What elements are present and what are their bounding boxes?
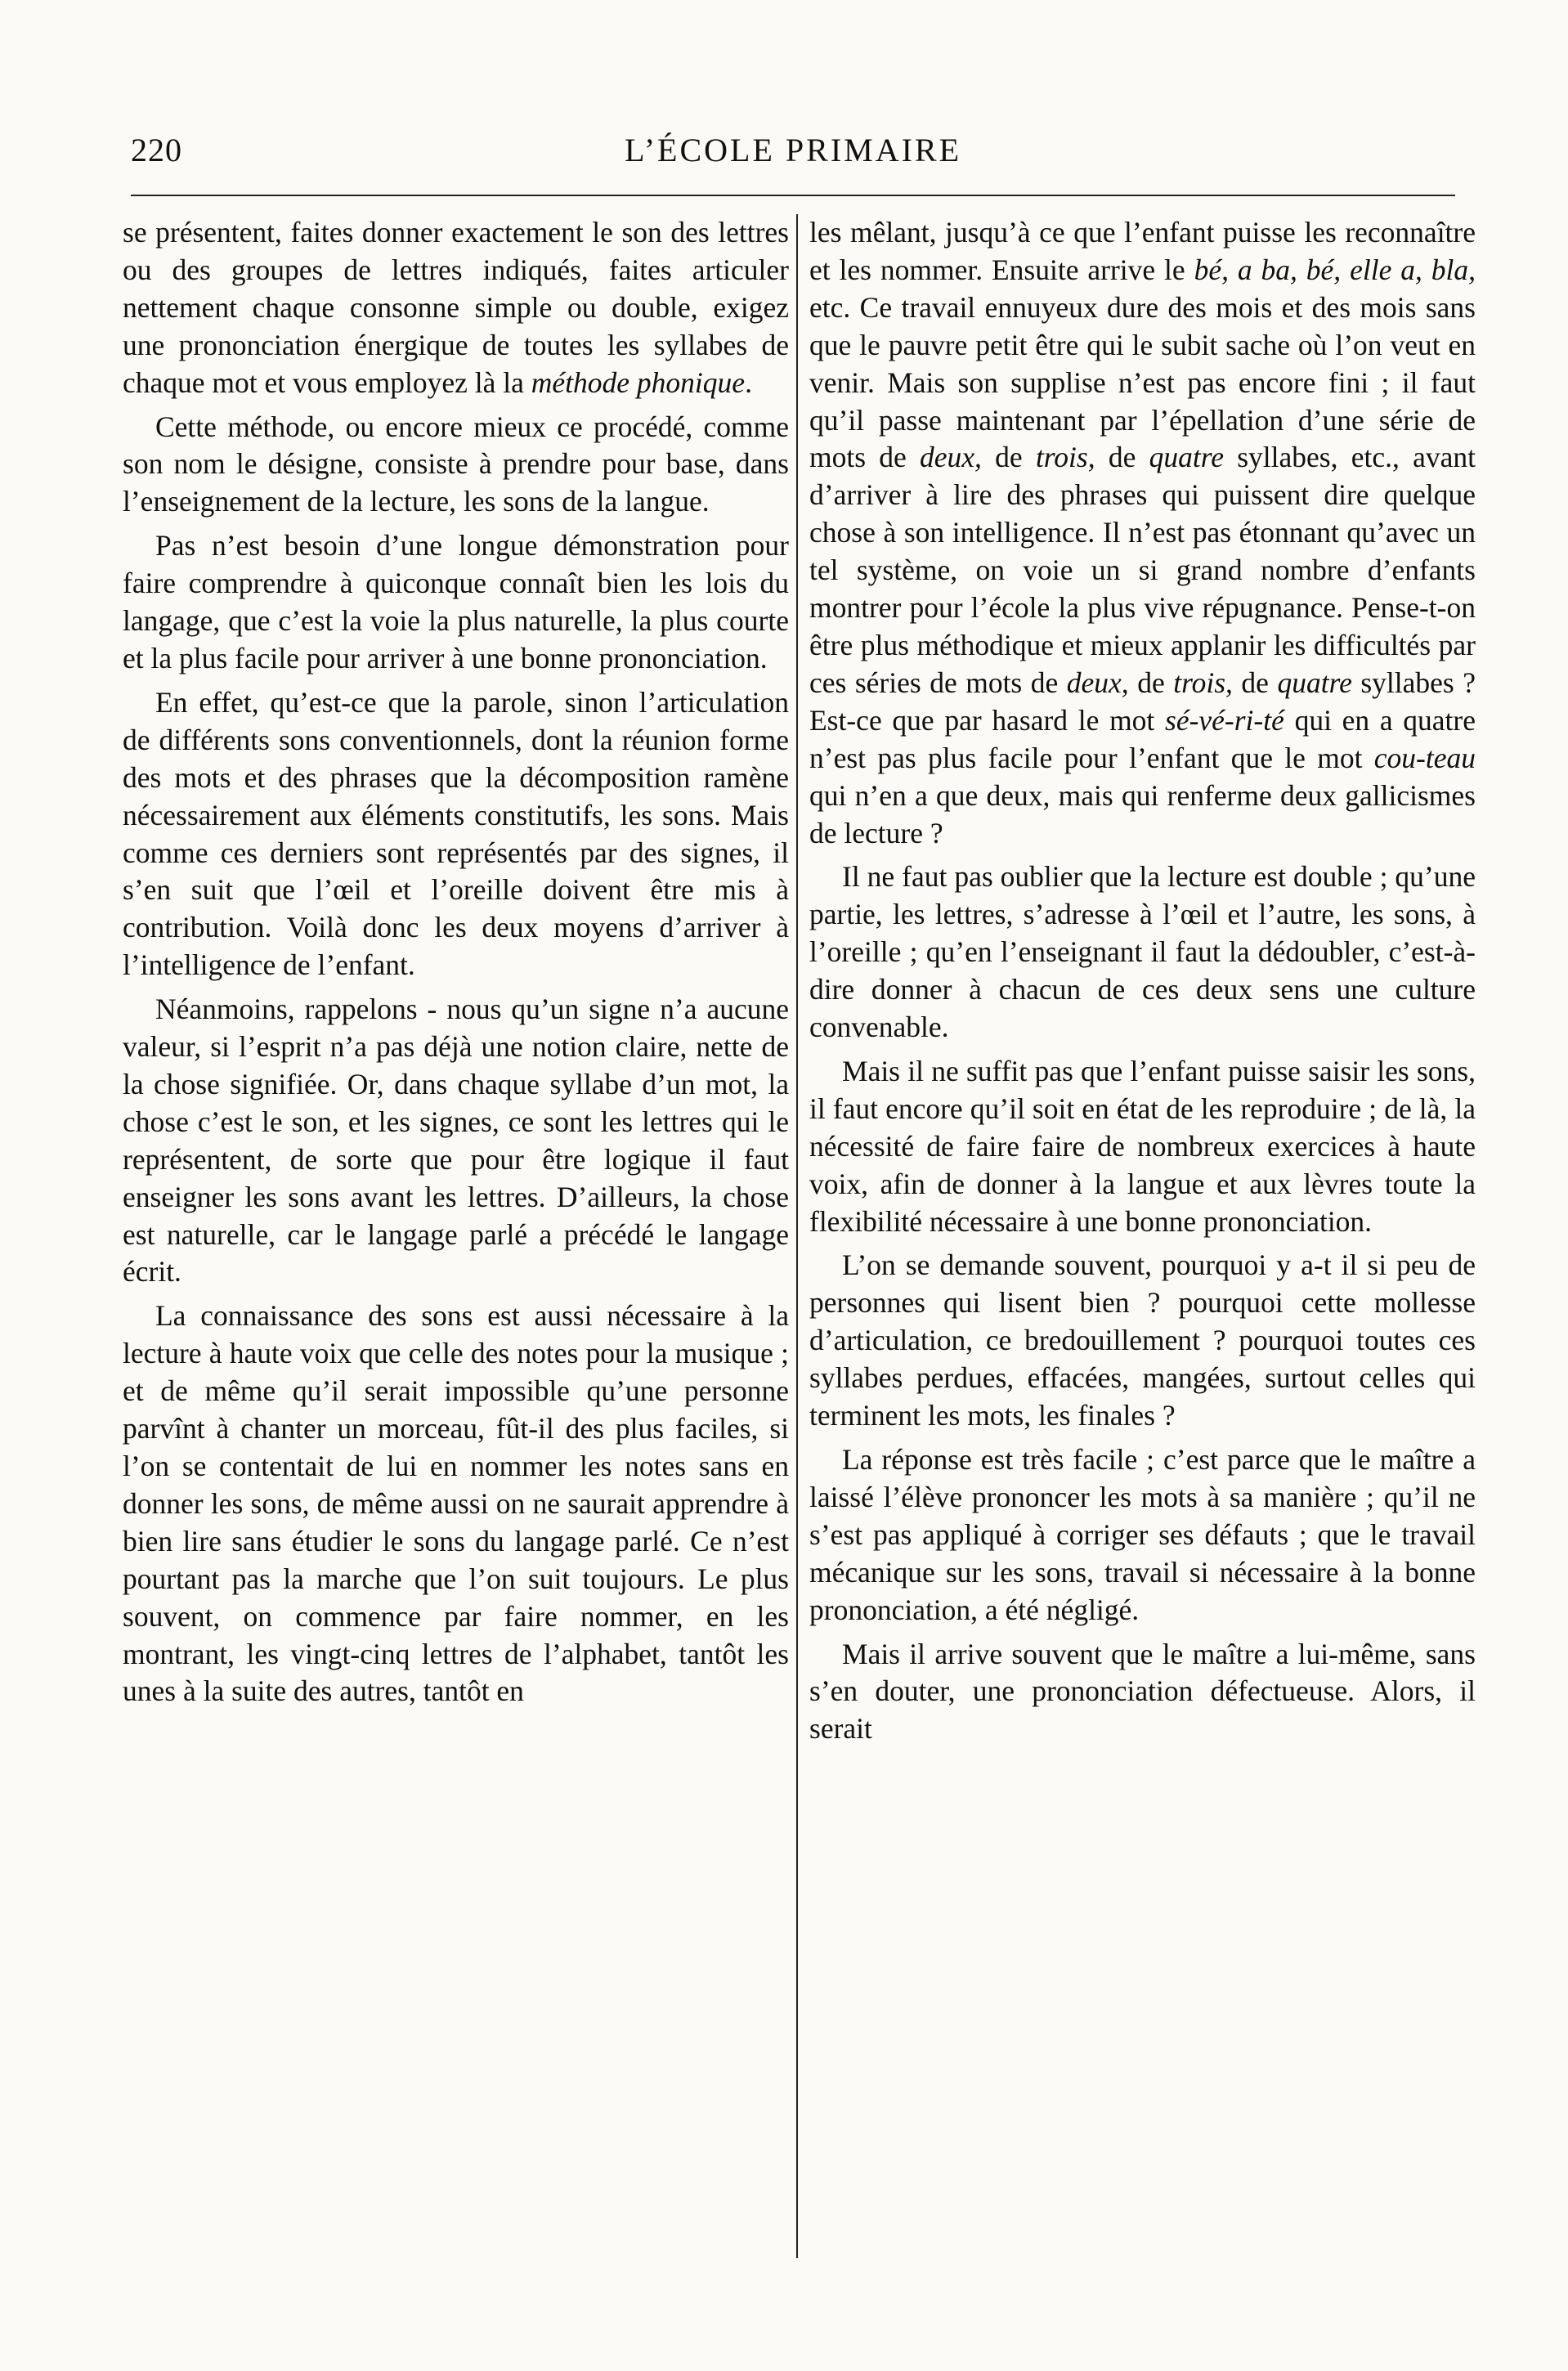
paragraph: L’on se demande souvent, pourquoi y a-t il si peu de personnes qui lisent bien ? pourquoi cette mollesse d’articulation, ce bredouillement ? pourquoi toutes ces syllabes perdues, effacées, mangées, surtout celles qui terminent les mots, les finales ? [809,1248,1476,1432]
paragraph: Mais il ne suffit pas que l’enfant puisse saisir les sons, il faut encore qu’il soit en état de les reproduire ; de là, la nécessité de faire faire de nombreux exercices à haute voix, afin de donner à la langue et aux lèvres toute la flexibilité nécessaire à une bonne prononciation. [809,1054,1476,1238]
paragraph-text: de [1095,441,1149,474]
italic-term: deux, [920,441,982,474]
italic-term: sé-vé-ri-té [1165,703,1284,737]
column-divider [796,214,798,2258]
page-number: 220 [131,132,182,168]
paragraph: La réponse est très facile ; c’est parce que le maître a laissé l’élève prononcer les mots à sa manière ; qu’il ne s’est pas appliqué à corriger ses défauts ; que le travail mécanique sur les sons, travail si nécessaire à la bonne prononciation, a été négligé. [809,1443,1476,1626]
paragraph-text: de [981,441,1036,474]
left-column [123,214,789,1717]
paragraph: Pas n’est besoin d’une longue démonstration pour faire comprendre à quiconque connaît bien les lois du langage, que c’est la voie la plus naturelle, la plus courte et la plus facile pour arriver à une bonne prononciation. [123,529,789,675]
paragraph-text: qui en a quatre n’est pas plus facile pour l’enfant que le mot [809,703,1476,774]
paragraph: Il ne faut pas oublier que la lecture est double ; qu’une partie, les lettres, s’adresse à l’œil et l’autre, les sons, à l’oreille ; qu’en l’enseignant il faut la dédoubler, c’est-à-dire donner à chacun de ces deux sens une culture convenable. [809,860,1476,1044]
italic-term: bé, a ba, bé, elle a, bla, [1194,253,1476,286]
paragraph: Cette méthode, ou encore mieux ce procédé, comme son nom le désigne, consiste à prendre pour base, dans l’enseignement de la lecture, les sons de la langue. [123,410,789,518]
paragraph-text: de [1128,666,1174,699]
header-rule [131,195,1455,196]
running-head [131,131,1455,180]
italic-term: trois, [1173,666,1233,699]
paragraph-text: syllabes, etc., avant d’arriver à lire des phrases qui puissent dire quelque chose à son intelligence. Il n’est pas étonnant qu’avec un tel système, on voie un si grand nombre d’enfants montrer pour l’école la plus vive répugnance. Pense-t-on être plus méthodique et mieux applanir les difficultés par ces séries de mots de [809,441,1476,699]
italic-term: trois, [1035,441,1095,474]
paragraph-text: syllabes ? Est-ce que par hasard le mot [809,666,1476,737]
paragraph-text: se présentent, faites donner exactement le son des lettres ou des groupes de lettres indiqués, faites articuler nettement chaque consonne simple ou double, exigez une prononciation énergique de toutes les syllabes de chaque mot et vous employez là la [123,216,789,399]
running-title: L’ÉCOLE PRIMAIRE [624,132,962,168]
italic-term: cou-teau [1373,741,1476,774]
italic-term: deux, [1066,666,1129,699]
paragraph: Mais il arrive souvent que le maître a lui-même, sans s’en douter, une prononciation défectueuse. Alors, il serait [809,1637,1476,1746]
paragraph-text: qui n’en a que deux, mais qui renferme deux gallicismes de lecture ? [809,778,1476,849]
paragraph-text: les mêlant, jusqu’à ce que l’enfant puisse les reconnaître et les nommer. Ensuite arrive le [809,216,1476,286]
italic-term: quatre [1149,441,1224,474]
italic-term: quatre [1277,666,1352,699]
paragraph: La connaissance des sons est aussi nécessaire à la lecture à haute voix que celle des notes pour la musique ; et de même qu’il serait impossible qu’une personne parvînt à chanter un morceau, fût-il des plus faciles, si l’on se contentait de lui en nommer les notes sans en donner les sons, de même aussi on ne saurait apprendre à bien lire sans étudier le sons du langage parlé. Ce n’est pourtant pas la marche que l’on suit toujours. Le plus souvent, on commence par faire nommer, en les montrant, les vingt-cinq lettres de l’alphabet, tantôt les unes à la suite des autres, tantôt en [123,1299,789,1708]
italic-term: méthode phonique [531,365,746,399]
paragraph: Néanmoins, rappelons - nous qu’un signe n’a aucune valeur, si l’esprit n’a pas déjà une notion claire, nette de la chose signifiée. Or, dans chaque syllabe d’un mot, la chose c’est le son, et les signes, ce sont les lettres qui le représentent, de sorte que pour être logique il faut enseigner les sons avant les lettres. D’ailleurs, la chose est naturelle, car le langage parlé a précédé le langage écrit. [123,993,789,1289]
paragraph-text: . [745,365,752,399]
paragraph: En effet, qu’est-ce que la parole, sinon l’articulation de différents sons conventionnels, dont la réunion forme des mots et des phrases que la décomposition ramène nécessairement aux éléments constitutifs, les sons. Mais comme ces derniers sont représentés par des signes, il s’en suit que l’œil et l’oreille doivent être mis à contribution. Voilà donc les deux moyens d’arriver à l’intelligence de l’enfant. [123,685,789,982]
right-column [809,214,1476,1755]
paragraph-text: de [1232,666,1278,699]
paragraph [809,214,1476,852]
paragraph [123,214,789,402]
paragraph-text: etc. Ce travail ennuyeux dure des mois et des mois sans que le pauvre petit être qui le subit sache où l’on veut en venir. Mais son supplise n’est pas encore fini ; il faut qu’il passe maintenant par l’épellation d’une série de mots de [809,290,1476,474]
